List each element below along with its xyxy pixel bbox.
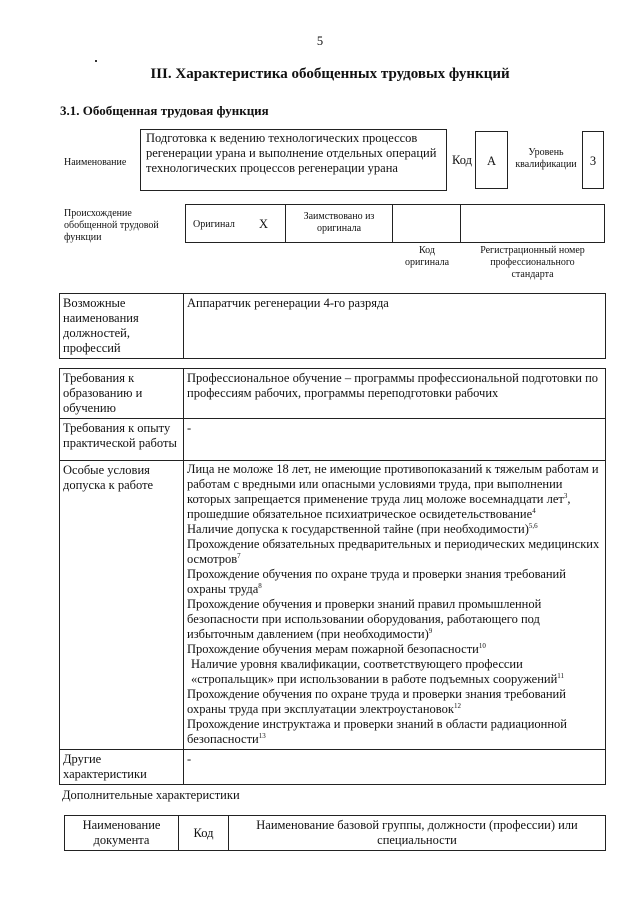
positions-value: Аппаратчик регенерации 4-го разряда xyxy=(184,294,606,359)
condition-item: Прохождение обучения по охране труда и проверки знания требований охраны труда при эксплуатации электроустановок$^{12}$ xyxy=(187,687,566,716)
requirement-value-experience: - xyxy=(184,419,606,461)
level-value: 3 xyxy=(589,154,597,168)
requirement-value-education: Профессиональное обучение – программы профессиональной подготовки по профессиям рабочих, программы переподготовки рабочих xyxy=(184,369,606,419)
condition-item: Прохождение инструктажа и проверки знаний в области радиационной безопасности$^{13}$ xyxy=(187,717,567,746)
footnote-ref: 4 xyxy=(532,506,536,515)
requirements-table xyxy=(59,368,606,785)
requirement-label-experience: Требования к опыту практической работы xyxy=(60,419,184,461)
requirement-label-conditions: Особые условия допуска к работе xyxy=(60,461,184,750)
origin-divider-2 xyxy=(392,204,393,243)
name-label: Наименование xyxy=(64,157,127,168)
condition-item: Прохождение обучения и проверки знаний правил промышленной безопасности при использовании оборудования, работающего под избыточным давлением (при необходимости)$^9$ xyxy=(187,597,542,641)
origin-divider-1 xyxy=(285,204,286,243)
table-row xyxy=(60,369,606,419)
additional-col-group: Наименование базовой группы, должности (профессии) или специальности xyxy=(229,816,606,851)
additional-col-code: Код xyxy=(179,816,229,851)
subsection-title: 3.1. Обобщенная трудовая функция xyxy=(60,103,269,118)
table-row xyxy=(65,816,606,851)
condition-item: Прохождение обучения по охране труда и проверки знания требований охраны труда$^8$ xyxy=(187,567,566,596)
scan-speck xyxy=(95,60,97,62)
condition-item: Прохождение обязательных предварительных и периодических медицинских осмотров$^7$ xyxy=(187,537,600,566)
level-value-box xyxy=(582,131,604,189)
code-original-caption: Код оригинала xyxy=(404,245,450,268)
page-number: 5 xyxy=(316,34,324,48)
condition-item: Наличие уровня квалификации, соответствующего профессии «стропальщик» при использовании в работе подъемных сооружений$^{11}$ xyxy=(191,657,565,686)
table-row xyxy=(60,419,606,461)
footnote-ref: 12 xyxy=(453,701,461,710)
table-row xyxy=(60,461,606,750)
requirement-label-education: Требования к образованию и обучению xyxy=(60,369,184,419)
footnote-ref: 9 xyxy=(428,626,433,635)
code-value: А xyxy=(486,154,497,168)
registration-number-caption: Регистрационный номер профессионального стандарта xyxy=(480,245,585,280)
origin-divider-3 xyxy=(460,204,461,243)
name-value: Подготовка к ведению технологических процессов регенерации урана и выполнение отдельных операций технологических процессов регенерации урана xyxy=(146,131,437,175)
positions-table xyxy=(59,293,606,359)
footnote-ref: 8 xyxy=(258,581,262,590)
additional-table xyxy=(64,815,606,851)
footnote-ref: 3 xyxy=(563,491,568,500)
code-label: Код xyxy=(452,153,472,167)
origin-label: Происхождение обобщенной трудовой функции xyxy=(64,208,159,243)
condition-item: Лица не моложе 18 лет, не имеющие противопоказаний к тяжелым работам и работам с вредными или опасными условиями труда, при выполнении которых запрещается применение труда лиц моложе восемнадцати лет$^3$, xyxy=(187,462,599,506)
requirement-value-conditions xyxy=(184,461,606,750)
footnote-ref: 11 xyxy=(557,671,565,680)
positions-label: Возможные наименования должностей, профессий xyxy=(60,294,184,359)
name-value-box xyxy=(140,129,447,191)
requirement-label-other: Другие характеристики xyxy=(60,750,184,785)
requirement-value-other: - xyxy=(184,750,606,785)
origin-box xyxy=(185,204,605,243)
level-label: Уровень квалификации xyxy=(515,147,577,170)
condition-item: Прохождение обучения мерам пожарной безопасности$^{10}$ xyxy=(187,641,486,656)
condition-item: Наличие допуска к государственной тайне (при необходимости)$^{5,6}$ xyxy=(187,521,538,536)
footnote-ref: 5,6 xyxy=(528,521,538,530)
footnote-ref: 13 xyxy=(258,731,266,740)
original-mark: X xyxy=(259,217,269,231)
additional-col-document: Наименование документа xyxy=(65,816,179,851)
condition-item: прошедшие обязательное психиатрическое освидетельствование$^4$ xyxy=(187,506,536,521)
original-label: Оригинал xyxy=(193,219,235,230)
footnote-ref: 7 xyxy=(237,551,241,560)
code-value-box xyxy=(475,131,508,189)
table-row xyxy=(60,750,606,785)
additional-title: Дополнительные характеристики xyxy=(62,788,240,802)
footnote-ref: 10 xyxy=(478,641,486,650)
borrowed-label: Заимствовано из оригинала xyxy=(303,211,375,234)
section-title: III. Характеристика обобщенных трудовых функций xyxy=(150,66,510,82)
